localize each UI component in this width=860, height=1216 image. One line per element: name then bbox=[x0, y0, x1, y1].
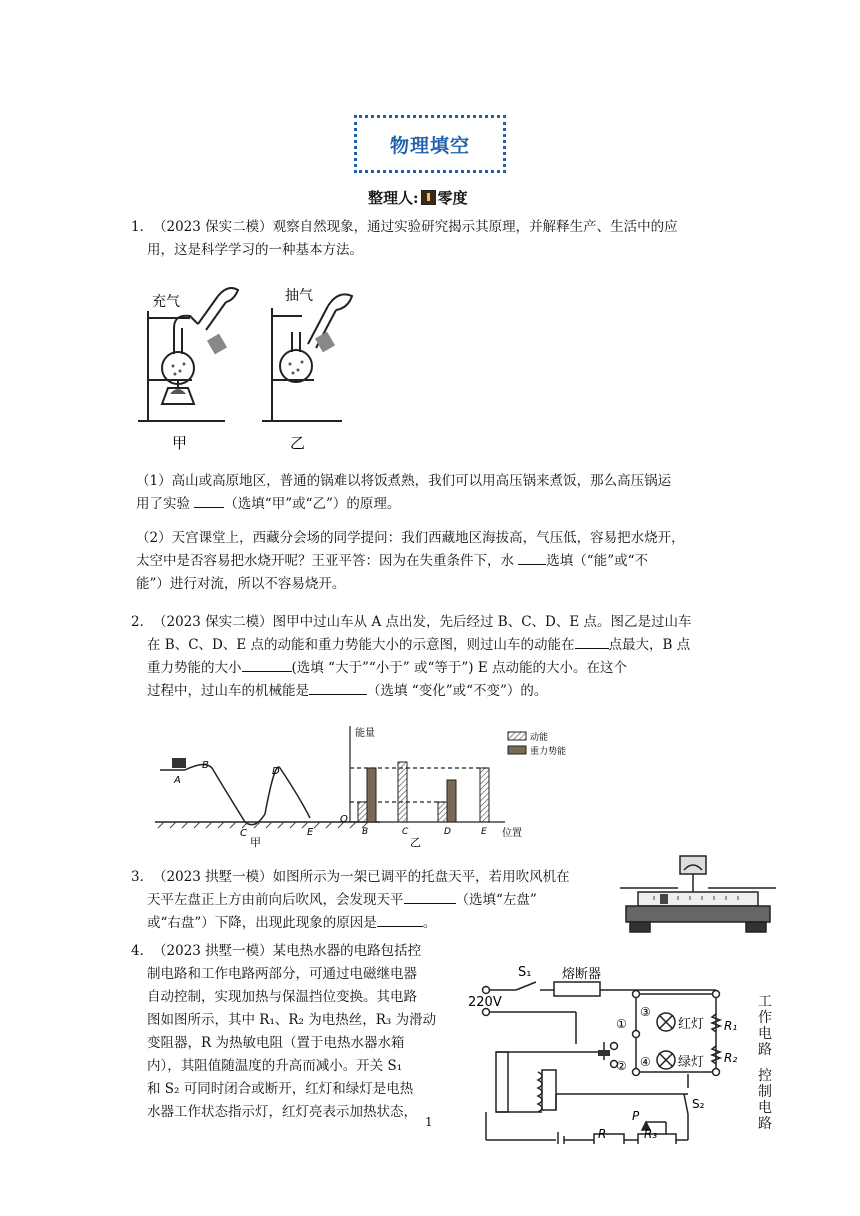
coaster-car bbox=[172, 758, 186, 768]
question-number: 4． bbox=[131, 943, 154, 959]
answer-blank[interactable] bbox=[242, 657, 292, 672]
point-c-label: C bbox=[240, 828, 247, 839]
q1-text-line: 用，这是科学学习的一种基本方法。 bbox=[147, 242, 363, 258]
q1-text-line: （2023 保实二模）观察自然现象，通过实验研究揭示其原理，并解释生产、生活中的应 bbox=[153, 219, 678, 235]
q2-text-line: 重力势能的大小 bbox=[147, 660, 242, 676]
q3-text-line: 。 bbox=[422, 915, 437, 931]
q1-experiment-figure bbox=[130, 276, 390, 456]
question-number: 1． bbox=[131, 219, 154, 235]
position-axis-label: 位置 bbox=[502, 828, 522, 839]
bar-label-c: C bbox=[402, 827, 409, 837]
page-number: 1 bbox=[425, 1115, 433, 1129]
contact-1-label: ① bbox=[616, 1017, 627, 1031]
answer-blank[interactable] bbox=[194, 493, 224, 508]
answer-blank[interactable] bbox=[309, 680, 367, 695]
question-2-stem bbox=[131, 611, 741, 703]
q1-part1-line: （1）高山或高原地区，普通的锅难以将饭煮熟，我们可以用高压锅来煮饭，那么高压锅运 bbox=[136, 473, 672, 489]
title-box bbox=[354, 115, 506, 173]
compiler-line bbox=[368, 187, 468, 208]
q1-part1-line: 用了实验 bbox=[136, 496, 190, 512]
bar-label-d: D bbox=[444, 827, 451, 837]
q3-text-line: （2023 拱墅一模）如图所示为一架已调平的托盘天平，若用吹风机在 bbox=[153, 869, 570, 885]
point-d-label: D bbox=[272, 766, 280, 777]
voltage-label: 220V bbox=[468, 995, 502, 1010]
r1-label: R₁ bbox=[724, 1019, 738, 1033]
point-a-label: A bbox=[174, 775, 181, 786]
compiler-name: 零度 bbox=[437, 189, 468, 207]
origin-label: O bbox=[340, 814, 348, 825]
r2-label: R₂ bbox=[724, 1051, 738, 1065]
question-3-stem bbox=[131, 866, 621, 935]
energy-axis-label: 能量 bbox=[355, 728, 375, 739]
q4-text-line: 和 S₂ 可同时闭合或断开，红灯和绿灯是电热 bbox=[147, 1081, 414, 1097]
q2-text-line: （2023 保实二模）图甲中过山车从 A 点出发，先后经过 B、C、D、E 点。图乙是过山车 bbox=[153, 614, 692, 630]
deflate-label: 抽气 bbox=[285, 288, 313, 304]
bar-c-kinetic bbox=[398, 762, 407, 822]
q4-text-line: 内），其阻值随温度的升高而减小。开关 S₁ bbox=[147, 1058, 403, 1074]
q2-text-line: 点最大，B 点 bbox=[608, 637, 691, 653]
question-1-part-1 bbox=[136, 470, 741, 516]
q4-text-line: 自动控制，实现加热与保温挡位变换。其电路 bbox=[147, 989, 417, 1005]
question-1-part-2 bbox=[136, 527, 741, 596]
q3-text-line: 或“右盘”）下降，出现此现象的原因是 bbox=[147, 915, 377, 931]
page-title: 物理填空 bbox=[389, 134, 470, 157]
question-4-stem bbox=[131, 940, 456, 1124]
answer-blank[interactable] bbox=[575, 634, 609, 649]
q1-part1-line: （选填“甲”或“乙”）的原理。 bbox=[224, 496, 401, 512]
question-1-stem bbox=[131, 216, 741, 262]
bar-b-kinetic bbox=[358, 802, 367, 822]
q2-text-line: 在 B、C、D、E 点的动能和重力势能大小的示意图，则过山车的动能在 bbox=[147, 637, 575, 653]
answer-blank[interactable] bbox=[404, 889, 456, 904]
question-number: 3． bbox=[131, 869, 154, 885]
work-circuit-label: 工作电路 bbox=[758, 994, 772, 1058]
compiler-label: 整理人: bbox=[368, 189, 419, 207]
q2-roller-coaster-figure bbox=[150, 718, 590, 850]
bar-d-kinetic bbox=[438, 802, 447, 822]
q2-text-line: 过程中，过山车的机械能是 bbox=[147, 683, 309, 699]
s1-label: S₁ bbox=[518, 965, 532, 980]
bar-e-kinetic bbox=[480, 768, 489, 822]
contact-3-label: ③ bbox=[640, 1005, 651, 1019]
q4-text-line: （2023 拱墅一模）某电热水器的电路包括控 bbox=[153, 943, 422, 959]
bar-d-potential bbox=[447, 780, 456, 822]
q2-text-line: (选填 “大于”“小于” 或“等于”) E 点动能的大小。在这个 bbox=[291, 660, 627, 676]
bar-label-e: E bbox=[481, 827, 487, 837]
q3-text-line: 天平左盘正上方由前向后吹风，会发现天平 bbox=[147, 892, 404, 908]
contact-4-label: ④ bbox=[640, 1055, 651, 1069]
bar-label-b: B bbox=[362, 827, 369, 837]
green-lamp-label: 绿灯 bbox=[678, 1055, 705, 1070]
q3-text-line: （选填“左盘” bbox=[455, 892, 537, 908]
figure-jia-label: 甲 bbox=[172, 434, 188, 452]
legend-potential-label: 重力势能 bbox=[530, 747, 567, 757]
legend-kinetic-swatch bbox=[508, 732, 526, 740]
q4-text-line: 水器工作状态指示灯，红灯亮表示加热状态， bbox=[147, 1104, 417, 1120]
q1-part2-line: 太空中是否容易把水烧开呢？王亚平答：因为在失重条件下，水 bbox=[136, 553, 514, 569]
legend-kinetic-label: 动能 bbox=[530, 733, 549, 743]
question-number: 2． bbox=[131, 614, 154, 630]
q1-part2-line: （2）天宫课堂上，西藏分会场的同学提问：我们西藏地区海拔高，气压低，容易把水烧开， bbox=[136, 530, 685, 546]
point-e-label: E bbox=[307, 827, 314, 838]
slider-p-label: P bbox=[632, 1109, 640, 1123]
point-b-label: B bbox=[202, 760, 209, 771]
r3-label: R₃ bbox=[644, 1127, 658, 1141]
figure-yi-label: 乙 bbox=[290, 434, 306, 452]
fuse-label: 熔断器 bbox=[562, 967, 602, 982]
figure-yi-label: 乙 bbox=[410, 836, 421, 849]
answer-blank[interactable] bbox=[518, 550, 546, 565]
q4-text-line: 制电路和工作电路两部分，可通过电磁继电器 bbox=[147, 966, 417, 982]
q4-text-line: 图如图所示，其中 R₁、R₂ 为电热丝，R₃ 为滑动 bbox=[147, 1012, 437, 1028]
bar-b-potential bbox=[367, 768, 376, 822]
answer-blank[interactable] bbox=[377, 912, 423, 927]
q4-text-line: 变阻器，R 为热敏电阻（置于电热水器水箱 bbox=[147, 1035, 405, 1051]
q1-part2-line: 能”）进行对流，所以不容易烧开。 bbox=[136, 576, 346, 592]
balance-scale-figure bbox=[618, 852, 778, 934]
contact-2-label: ② bbox=[616, 1059, 627, 1073]
figure-jia-label: 甲 bbox=[250, 836, 261, 849]
s2-label: S₂ bbox=[692, 1097, 705, 1111]
red-lamp-label: 红灯 bbox=[678, 1017, 705, 1032]
control-circuit-label: 控制电路 bbox=[758, 1068, 772, 1132]
q1-part2-line: 选填（“能”或“不 bbox=[546, 553, 649, 569]
avatar-icon bbox=[421, 190, 436, 205]
q2-text-line: （选填 “变化”或“不变”）的。 bbox=[367, 683, 548, 699]
r-label: R bbox=[598, 1127, 607, 1141]
inflate-label: 充气 bbox=[152, 294, 180, 310]
legend-potential-swatch bbox=[508, 746, 526, 754]
q4-circuit-diagram bbox=[466, 964, 796, 1144]
